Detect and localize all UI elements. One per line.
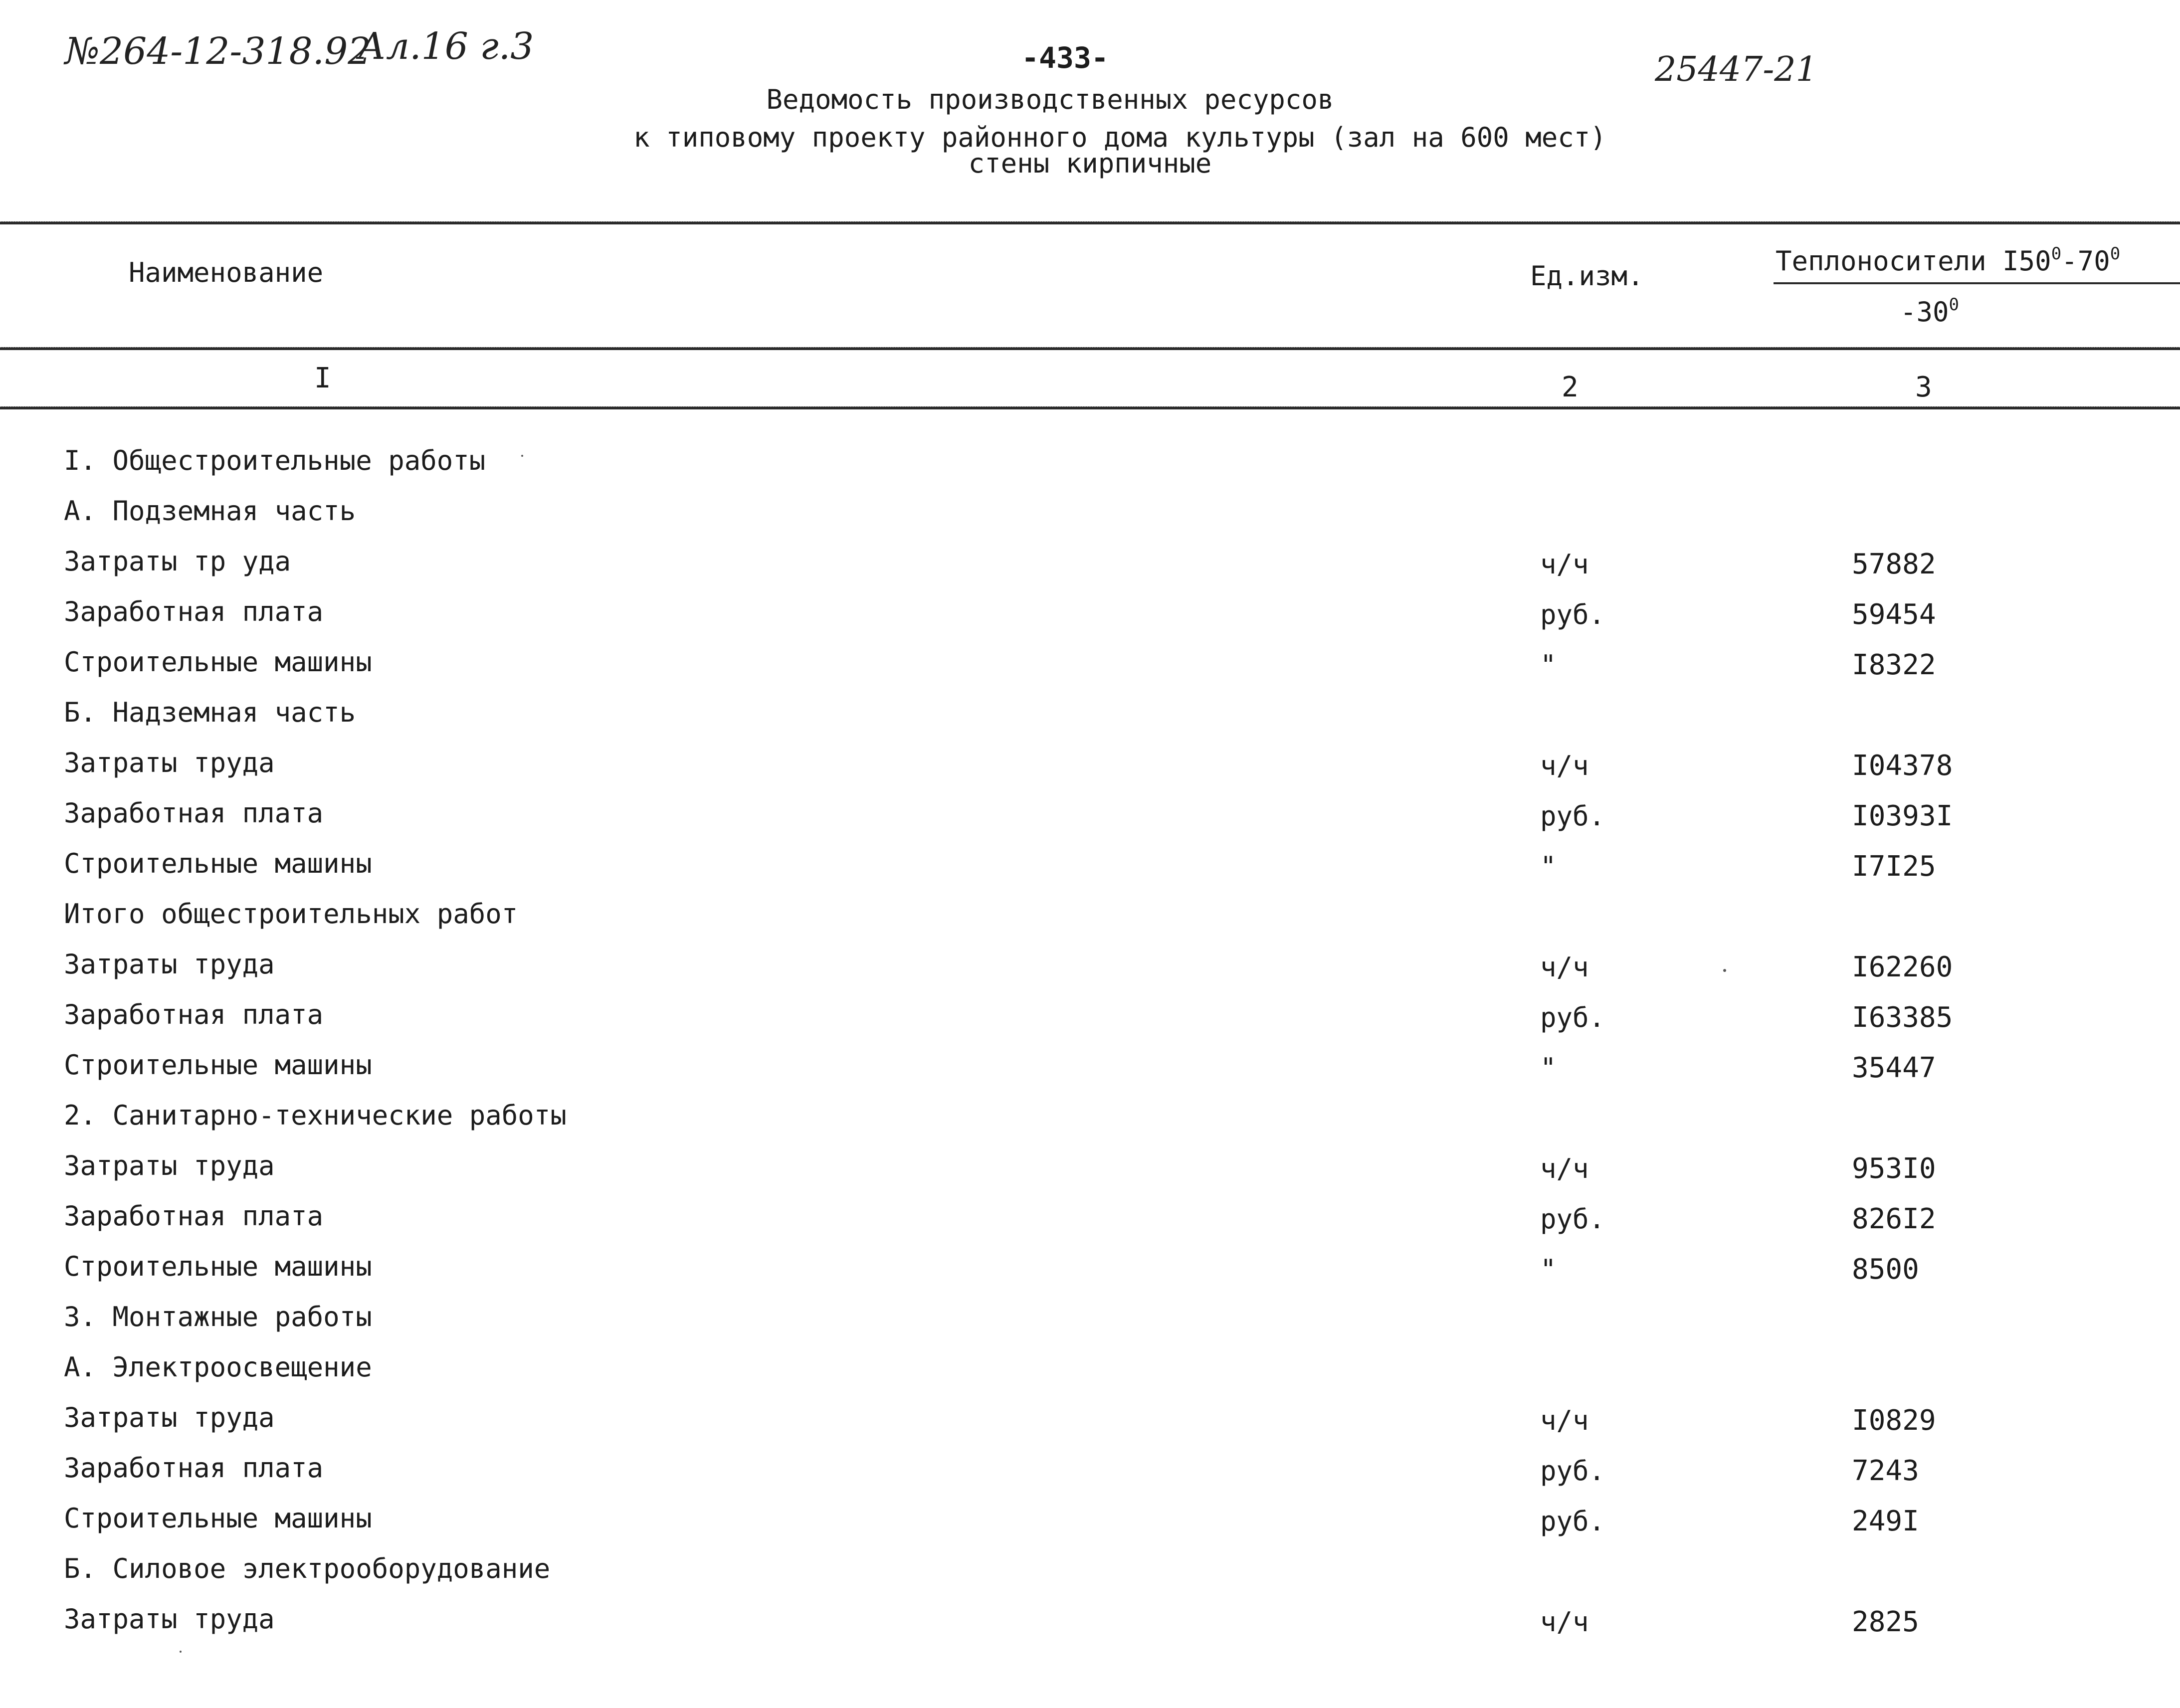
table-row [0, 1191, 2180, 1241]
column-number-3: 3 [1915, 371, 1932, 403]
row-value: I62260 [1852, 951, 1953, 983]
table-row [0, 537, 2180, 586]
table-row [0, 1040, 2180, 1090]
row-value: 59454 [1852, 598, 1936, 631]
row-value: 826I2 [1852, 1203, 1936, 1235]
row-name: Затраты труда [64, 949, 275, 980]
row-value: 953I0 [1852, 1152, 1936, 1185]
row-unit: " [1540, 851, 1557, 882]
row-unit: руб. [1540, 1203, 1605, 1235]
scan-speck [1723, 969, 1726, 972]
row-unit: ч/ч [1540, 1606, 1589, 1638]
table-row [0, 688, 2180, 738]
table-row [0, 587, 2180, 637]
row-value: 57882 [1852, 548, 1936, 580]
row-value: 2825 [1852, 1606, 1919, 1638]
row-name: Строительные машины [64, 1251, 372, 1282]
row-name: Затраты тр уда [64, 546, 291, 577]
row-name: Заработная плата [64, 797, 324, 829]
row-unit: руб. [1540, 599, 1605, 630]
scan-speck [521, 455, 523, 457]
scan-speck [180, 1651, 182, 1653]
row-name: Б. Силовое электрооборудование [64, 1553, 551, 1584]
row-name: Затраты труда [64, 1603, 275, 1635]
row-unit: руб. [1540, 800, 1605, 832]
row-name: Итого общестроительных работ [64, 898, 518, 930]
table-row [0, 486, 2180, 536]
table-row [0, 1393, 2180, 1443]
row-name: Строительные машины [64, 1049, 372, 1081]
row-unit: ч/ч [1540, 1153, 1589, 1184]
row-name: А. Электроосвещение [64, 1351, 372, 1383]
row-name: Б. Надземная часть [64, 697, 356, 728]
row-unit: ч/ч [1540, 750, 1589, 781]
table-row [0, 889, 2180, 939]
handwritten-album: Ал.16 г.3 [358, 25, 534, 68]
row-value: I8322 [1852, 649, 1936, 681]
header-name: Наименование [129, 257, 324, 288]
row-unit: руб. [1540, 1506, 1605, 1537]
column-number-1: I [314, 362, 331, 394]
row-name: А. Подземная часть [64, 495, 356, 527]
title-line-2: к типовому проекту районного дома культуры (зал на 600 мест) [633, 122, 1606, 153]
row-name: Заработная плата [64, 1452, 324, 1484]
column-number-2: 2 [1562, 371, 1579, 403]
table-row [0, 637, 2180, 687]
table-row [0, 1292, 2180, 1342]
table-row [0, 1594, 2180, 1644]
row-value: I63385 [1852, 1001, 1953, 1034]
table-row [0, 738, 2180, 788]
row-value: I0829 [1852, 1404, 1936, 1437]
table-row [0, 1091, 2180, 1140]
row-name: Затраты труда [64, 747, 275, 778]
row-value: 7243 [1852, 1455, 1919, 1487]
row-unit: " [1540, 649, 1557, 681]
table-row [0, 839, 2180, 889]
table-row [0, 990, 2180, 1040]
row-value: I04378 [1852, 750, 1953, 782]
row-name: Заработная плата [64, 999, 324, 1030]
table-header-rule [0, 347, 2180, 350]
table-row [0, 1342, 2180, 1392]
page-number: -433- [1021, 41, 1109, 75]
table-row [0, 1242, 2180, 1292]
row-name: Затраты труда [64, 1150, 275, 1181]
row-unit: " [1540, 1254, 1557, 1285]
table-row [0, 1544, 2180, 1594]
row-name: Заработная плата [64, 596, 324, 627]
header-unit: Ед.изм. [1530, 260, 1644, 292]
row-name: 2. Санитарно-технические работы [64, 1100, 567, 1131]
row-value: I7I25 [1852, 850, 1936, 883]
handwritten-inventory: 25447-21 [1655, 50, 1817, 89]
row-name: Строительные машины [64, 646, 372, 678]
row-name: Строительные машины [64, 1503, 372, 1534]
title-line-3: стены кирпичные [968, 148, 1212, 179]
row-unit: ч/ч [1540, 951, 1589, 983]
row-unit: ч/ч [1540, 549, 1589, 580]
table-row [0, 436, 2180, 486]
title-line-1: Ведомость производственных ресурсов [766, 84, 1334, 115]
table-top-rule [0, 221, 2180, 224]
row-unit: руб. [1540, 1455, 1605, 1487]
header-heat-underline [1774, 282, 2180, 284]
header-heat-carriers: Теплоносители $I50^0-70^0$ [1776, 244, 2121, 277]
row-name: 3. Монтажные работы [64, 1301, 372, 1332]
table-row [0, 1443, 2180, 1493]
row-unit: " [1540, 1052, 1557, 1084]
row-value: 249I [1852, 1505, 1919, 1537]
table-row [0, 788, 2180, 838]
row-name: I. Общестроительные работы [64, 445, 486, 476]
table-row [0, 940, 2180, 989]
row-unit: руб. [1540, 1002, 1605, 1033]
table-row [0, 1494, 2180, 1543]
row-unit: ч/ч [1540, 1405, 1589, 1436]
row-value: I0393I [1852, 800, 1953, 832]
table-numbers-rule [0, 406, 2180, 409]
row-value: 35447 [1852, 1052, 1936, 1084]
header-heat-temp: $-30^0$ [1900, 295, 1960, 328]
handwritten-doc-code: №264-12-318.92 [65, 30, 372, 73]
table-row [0, 1141, 2180, 1191]
row-name: Затраты труда [64, 1402, 275, 1433]
row-name: Строительные машины [64, 848, 372, 879]
row-name: Заработная плата [64, 1200, 324, 1232]
row-value: 8500 [1852, 1253, 1919, 1286]
